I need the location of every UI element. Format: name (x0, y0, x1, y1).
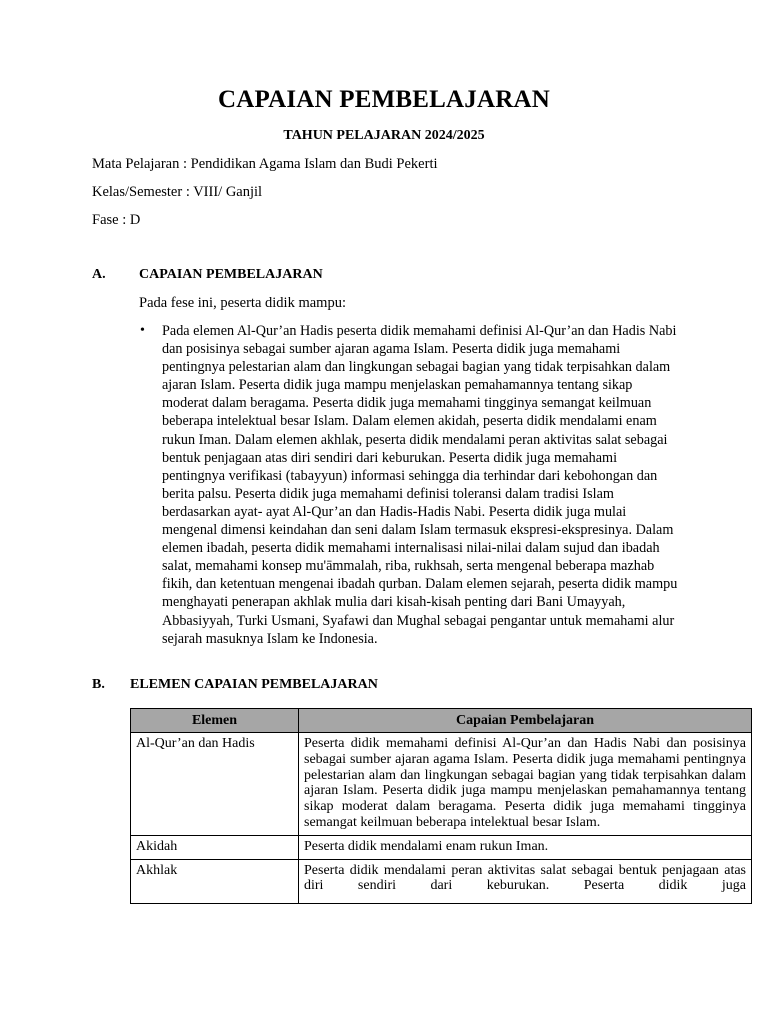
section-b-number: B. (92, 677, 105, 692)
section-a-number: A. (92, 267, 106, 282)
document-title: CAPAIAN PEMBELAJARAN (217, 86, 550, 113)
table-header-row (131, 709, 752, 733)
section-a-bullet-text: Pada elemen Al-Qur’an Hadis peserta didik memahami definisi Al-Qur’an dan Hadis Nabi dan posisinya sebagai sumber ajaran agama Islam. Peserta didik juga memahami pentingnya pelestarian alam dan lingkungan sebagai bagian yang tidak terpisahkan dalam ajaran Islam. Peserta didik juga mampu menjelaskan pemahamannya tentang sikap moderat dalam beragama. Peserta didik juga memahami tingginya semangat keilmuan beberapa intelektual besar Islam. Dalam elemen akidah, peserta didik mendalami enam rukun Iman. Dalam elemen akhlak, peserta didik mendalami peran aktivitas salat sebagai bentuk penjagaan atas diri sendiri dari keburukan. Peserta didik juga memahami pentingnya verifikasi (tabayyun) informasi sehingga dia terhindar dari kebohongan dan berita palsu. Peserta didik juga memahami definisi toleransi dalam tradisi Islam berdasarkan ayat- ayat Al-Qur’an dan Hadis-Hadis Nabi. Peserta didik juga mulai mengenal dimensi keindahan dan seni dalam Islam termasuk ekspresi-ekspresinya. Dalam elemen ibadah, peserta didik memahami internalisasi nilai-nilai dalam sujud dan ibadah salat, memahami konsep mu'āmmalah, riba, rukhsah, serta mengenal beberapa mazhab fikih, dan ketentuan mengenai ibadah qurban. Dalam elemen sejarah, peserta didik mampu menghayati penerapan akhlak mulia dari kisah-kisah penting dari Bani Umayyah, Abbasiyyah, Turki Usmani, Syafawi dan Mughal sebagai pengantar untuk memahami alur sejarah masuknya Islam ke Indonesia. (162, 323, 678, 647)
section-a-intro: Pada fese ini, peserta didik mampu: (139, 295, 346, 311)
class-semester-line: Kelas/Semester : VIII/ Ganjil (92, 184, 263, 200)
table-row (131, 835, 752, 859)
academic-year: TAHUN PELAJARAN 2024/2025 (283, 128, 485, 143)
header-achievement: Capaian Pembelajaran (299, 709, 752, 733)
header-element: Elemen (131, 709, 299, 733)
achievement-cell: Peserta didik mendalami enam rukun Iman. (299, 835, 752, 859)
elements-table (130, 708, 752, 904)
phase-line: Fase : D (92, 212, 141, 228)
table-row (131, 859, 752, 903)
achievement-cell: Peserta didik memahami definisi Al-Qur’an dan Hadis Nabi dan posisinya sebagai sumber ajaran agama Islam. Peserta didik juga memahami pentingnya pelestarian alam dan lingkungan sebagai bagian yang tidak terpisahkan dalam ajaran Islam. Peserta didik juga mampu menjelaskan pemahamannya tentang sikap moderat dalam beragama. Peserta didik juga memahami tingginya semangat keilmuan beberapa intelektual besar Islam. (299, 733, 752, 836)
section-b-title: ELEMEN CAPAIAN PEMBELAJARAN (130, 677, 378, 692)
table-row (131, 733, 752, 836)
element-cell: Al-Qur’an dan Hadis (131, 733, 299, 836)
subject-line: Mata Pelajaran : Pendidikan Agama Islam dan Budi Pekerti (92, 156, 438, 172)
achievement-text: Peserta didik mendalami peran aktivitas salat sebagai bentuk penjagaan atas diri sendiri dari keburukan. Peserta didik juga (304, 862, 746, 894)
element-cell: Akidah (131, 835, 299, 859)
element-cell: Akhlak (131, 859, 299, 903)
bullet-icon: • (140, 323, 145, 338)
achievement-cell (299, 859, 752, 903)
section-a-title: CAPAIAN PEMBELAJARAN (139, 267, 323, 282)
